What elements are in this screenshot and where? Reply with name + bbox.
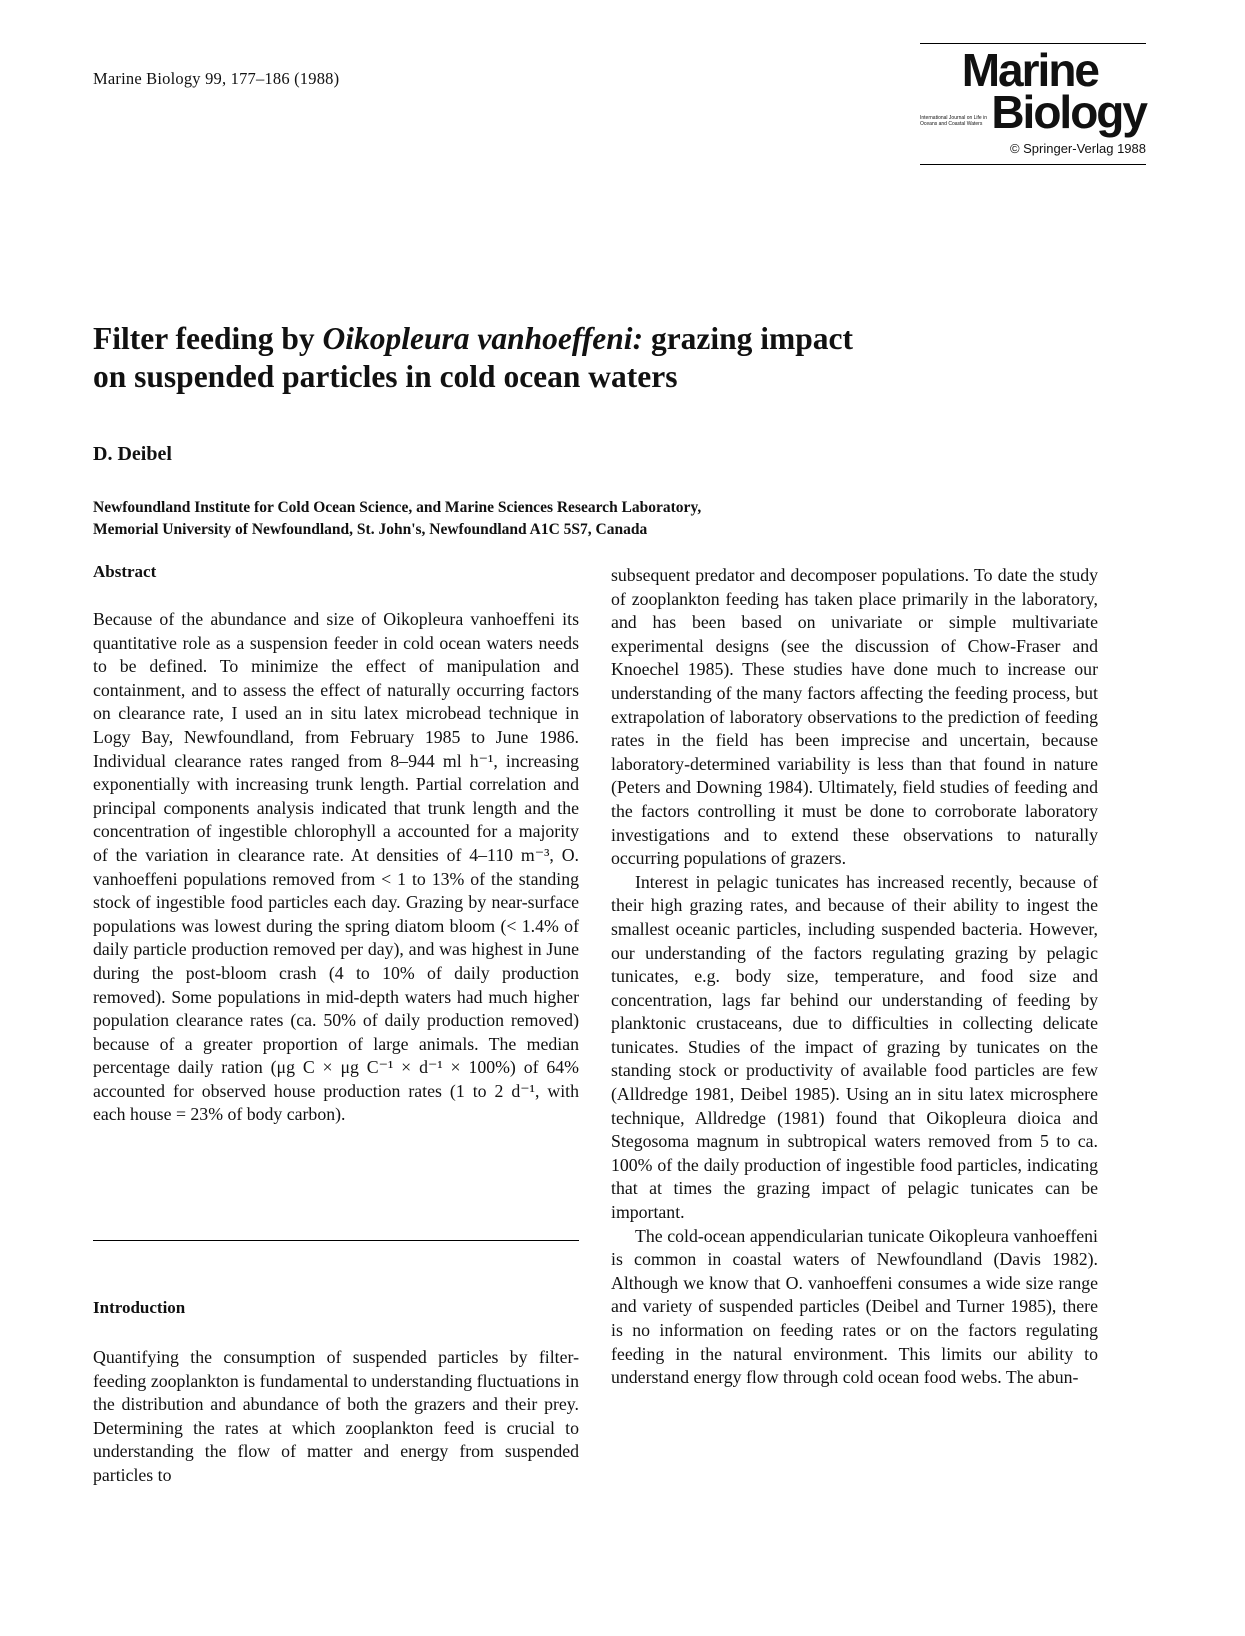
title-line2: on suspended particles in cold ocean waters (93, 359, 678, 394)
abstract-heading: Abstract (93, 562, 157, 581)
right-column (611, 564, 1098, 1390)
introduction-heading: Introduction (93, 1298, 186, 1317)
affiliation-line2: Memorial University of Newfoundland, St. John's, Newfoundland A1C 5S7, Canada (93, 521, 648, 538)
title-part1: Filter feeding by (93, 321, 323, 356)
logo-bottom-rule (920, 164, 1146, 165)
author-name: D. Deibel (93, 443, 172, 465)
logo-word-marine: Marine (961, 44, 1098, 96)
logo-word-biology: Biology (991, 86, 1146, 138)
abstract-separator (93, 1240, 579, 1241)
journal-citation: Marine Biology 99, 177–186 (1988) (93, 69, 340, 88)
journal-logo (920, 43, 1146, 171)
abstract-text: Because of the abundance and size of Oikopleura vanhoeffeni its quantitative role as a suspension feeder in cold ocean waters needs to be defined. To minimize the effect of manipulation and containment, and to assess the effect of naturally occurring factors on clearance rate, I used an in situ latex microbead technique in Logy Bay, Newfoundland, from February 1985 to June 1986. Individual clearance rates ranged from 8–944 ml h⁻¹, increasing exponentially with increasing trunk length. Partial correlation and principal components analysis indicated that trunk length and the concentration of ingestible chlorophyll a accounted for a majority of the variation in clearance rate. At densities of 4–110 m⁻³, O. vanhoeffeni populations removed from < 1 to 13% of the standing stock of ingestible food particles each day. Grazing by near-surface populations was lowest during the spring diatom bloom (< 1.4% of daily particle production removed per day), and was highest in June during the post-bloom crash (4 to 10% of daily production removed). Some populations in mid-depth waters had much higher population clearance rates (ca. 50% of daily production removed) because of a greater proportion of large animals. The median percentage daily ration (μg C × μg C⁻¹ × d⁻¹ × 100%) of 64% accounted for observed house production rates (1 to 2 d⁻¹, with each house = 23% of body carbon). (93, 609, 579, 1125)
title-part2: grazing impact (643, 321, 854, 356)
right-paragraph-1: subsequent predator and decomposer populations. To date the study of zooplankton feeding has taken place primarily in the laboratory, and has been based on univariate or simple multivariate experimental designs (see the discussion of Chow-Fraser and Knoechel 1985). These studies have done much to increase our understanding of the many factors affecting the feeding process, but extrapolation of laboratory observations to the prediction of feeding rates in the field has been imprecise and uncertain, because laboratory-determined variability is less than that found in nature (Peters and Downing 1984). Ultimately, field studies of feeding and the factors controlling it must be done to corroborate laboratory investigations and to extend these observations to naturally occurring populations of grazers. (611, 565, 1098, 869)
title-species: Oikopleura vanhoeffeni: (322, 321, 644, 356)
article-title (93, 320, 1093, 396)
introduction-text: Quantifying the consumption of suspended particles by filter-feeding zooplankton is fundamental to understanding fluctuations in the distribution and abundance of both the grazers and their prey. Determining the rates at which zooplankton feed is crucial to understanding the flow of matter and energy from suspended particles to (93, 1347, 579, 1485)
right-paragraph-3: The cold-ocean appendicularian tunicate Oikopleura vanhoeffeni is common in coastal waters of Newfoundland (Davis 1982). Although we know that O. vanhoeffeni consumes a wide size range and variety of suspended particles (Deibel and Turner 1985), there is no information on feeding rates or on the factors regulating feeding in the natural environment. This limits our ability to understand energy flow through cold ocean food webs. The abun- (611, 1225, 1098, 1388)
affiliation-line1: Newfoundland Institute for Cold Ocean Science, and Marine Sciences Research Laboratory, (93, 499, 702, 516)
logo-copyright: © Springer-Verlag 1988 (1009, 141, 1146, 156)
author-affiliation (93, 497, 993, 541)
logo-tagline: International Journal on Life in Oceans and Coastal Waters (920, 115, 987, 127)
right-paragraph-2: Interest in pelagic tunicates has increased recently, because of their high grazing rates, and because of their ability to ingest the smallest oceanic particles, including suspended bacteria. However, our understanding of the factors regulating grazing by pelagic tunicates, e.g. body size, temperature, and food size and concentration, lags far behind our understanding of feeding by planktonic crustaceans, due to difficulties in collecting delicate tunicates. Studies of the impact of grazing by tunicates on the standing stock or productivity of available food particles are few (Alldredge 1981, Deibel 1985). Using an in situ latex microsphere technique, Alldredge (1981) found that Oikopleura dioica and Stegosoma magnum in subtropical waters removed from 5 to ca. 100% of the daily production of ingestible food particles, indicating that at times the grazing impact of pelagic tunicates can be important. (611, 871, 1098, 1223)
